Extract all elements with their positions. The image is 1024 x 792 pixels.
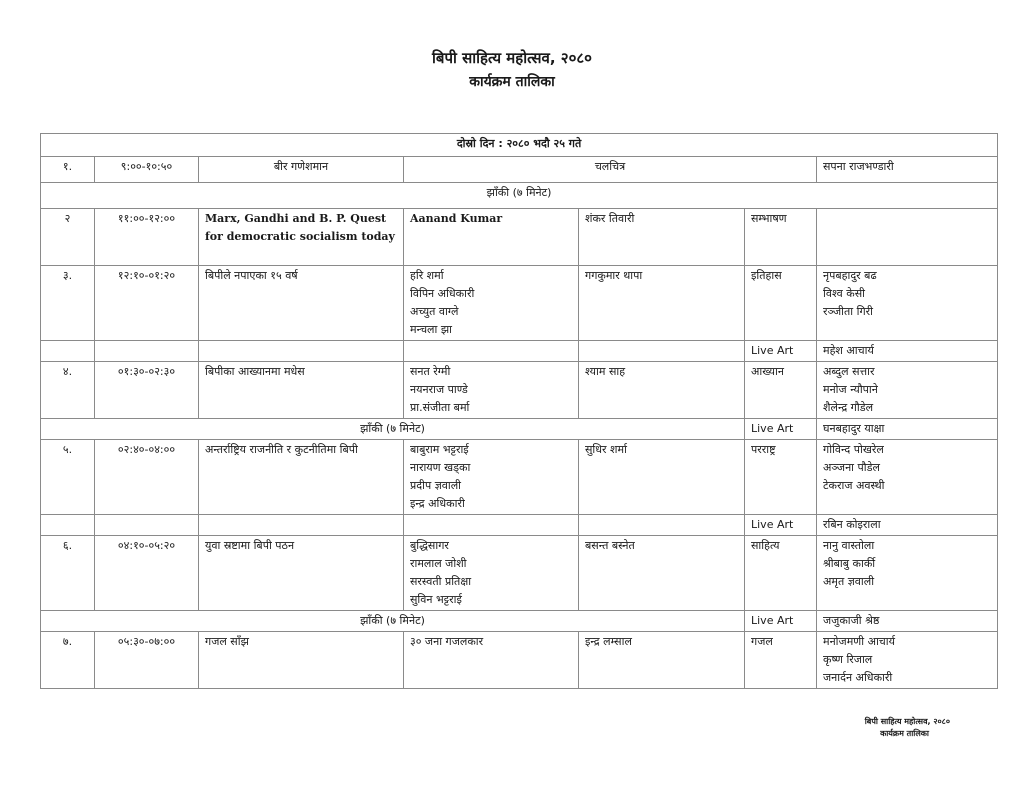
live-art-row xyxy=(41,341,998,362)
speaker: सरस्वती प्रतिक्षा xyxy=(410,575,472,588)
session-type: साहित्य xyxy=(745,536,817,611)
host-cell xyxy=(817,632,998,689)
host-name: नृपबहादुर बढ xyxy=(823,269,877,282)
chair-cell: इन्द्र लम्साल xyxy=(579,632,745,689)
host-name: रञ्जीता गिरी xyxy=(823,305,874,318)
session-type: परराष्ट्र xyxy=(745,440,817,515)
break-row xyxy=(41,183,998,209)
host-cell xyxy=(817,536,998,611)
table-row xyxy=(41,157,998,183)
speakers-cell xyxy=(404,266,579,341)
session-type: सम्भाषण xyxy=(745,209,817,266)
session-title: युवा स्रष्टामा बिपी पठन xyxy=(199,536,404,611)
table-row xyxy=(41,536,998,611)
table-row xyxy=(41,209,998,266)
host-name: श्रीबाबु कार्की xyxy=(823,557,876,570)
chair-cell: श्याम साह xyxy=(579,362,745,419)
session-title: Marx, Gandhi and B. P. Quest for democratic socialism today xyxy=(199,209,404,266)
host-name: विश्व केसी xyxy=(823,287,865,300)
schedule-table xyxy=(40,133,998,689)
time-slot: १२:१०-०१:२० xyxy=(95,266,199,341)
row-number: ३. xyxy=(41,266,95,341)
host-name: अब्दुल सत्तार xyxy=(823,365,875,378)
row-number: ४. xyxy=(41,362,95,419)
session-title: गजल साँझ xyxy=(199,632,404,689)
speaker: नारायण खड्का xyxy=(410,461,471,474)
speakers-cell xyxy=(404,440,579,515)
speaker: विपिन अधिकारी xyxy=(410,287,475,300)
speakers-cell: ३० जना गजलकार xyxy=(404,632,579,689)
speaker: प्रदीप ज्ञवाली xyxy=(410,479,462,492)
footer-subtitle: कार्यक्रम तालिका xyxy=(880,729,929,738)
live-art-row xyxy=(41,515,998,536)
speaker: बाबुराम भट्टराई xyxy=(410,443,469,456)
live-art-label: Live Art xyxy=(745,611,817,632)
speaker: मन्चला झा xyxy=(410,323,453,336)
live-art-label: Live Art xyxy=(745,419,817,440)
speaker: रामलाल जोशी xyxy=(410,557,467,570)
session-type: आख्यान xyxy=(745,362,817,419)
time-slot: ०४:१०-०५:२० xyxy=(95,536,199,611)
host-name: मनोजमणी आचार्य xyxy=(823,635,896,648)
host-cell: घनबहादुर याक्षा xyxy=(817,419,998,440)
speaker: हरि शर्मा xyxy=(410,269,444,282)
time-slot: ०५:३०-०७:०० xyxy=(95,632,199,689)
document-title: बिपी साहित्य महोत्सव, २०८० xyxy=(432,49,592,67)
host-name: गोविन्द पोखरेल xyxy=(823,443,884,456)
live-art-label: Live Art xyxy=(745,515,817,536)
speaker: सुविन भट्टराई xyxy=(410,593,462,606)
footer-title: बिपी साहित्य महोत्सव, २०८० xyxy=(864,717,950,726)
host-cell xyxy=(817,362,998,419)
time-slot: ९:००-१०:५० xyxy=(95,157,199,183)
speakers-cell: Aanand Kumar xyxy=(404,209,579,266)
time-slot: ११:००-१२:०० xyxy=(95,209,199,266)
host-name: अञ्जना पौडेल xyxy=(823,461,880,474)
speaker: प्रा.संजीता बर्मा xyxy=(410,401,470,414)
day-title-row xyxy=(41,134,998,157)
host-cell xyxy=(817,440,998,515)
live-art-label: Live Art xyxy=(745,341,817,362)
host-cell: सपना राजभण्डारी xyxy=(817,157,998,183)
break-label: झाँकी (७ मिनेट) xyxy=(41,611,745,632)
speaker: इन्द्र अधिकारी xyxy=(410,497,465,510)
speaker: नयनराज पाण्डे xyxy=(410,383,468,396)
host-cell: महेश आचार्य xyxy=(817,341,998,362)
time-slot: ०१:३०-०२:३० xyxy=(95,362,199,419)
session-type: चलचित्र xyxy=(404,157,817,183)
break-label: झाँकी (७ मिनेट) xyxy=(41,183,998,209)
session-type: गजल xyxy=(745,632,817,689)
host-cell xyxy=(817,266,998,341)
speaker: सनत रेग्मी xyxy=(410,365,451,378)
host-name: अमृत ज्ञवाली xyxy=(823,575,875,588)
chair-cell: शंकर तिवारी xyxy=(579,209,745,266)
host-name: जनार्दन अधिकारी xyxy=(823,671,893,684)
time-slot: ०२:४०-०४:०० xyxy=(95,440,199,515)
host-name: कृष्ण रिजाल xyxy=(823,653,873,666)
speaker: बुद्धिसागर xyxy=(410,539,449,552)
host-cell: रबिन कोइराला xyxy=(817,515,998,536)
table-row xyxy=(41,632,998,689)
break-row xyxy=(41,419,998,440)
session-title: बिपीका आख्यानमा मधेस xyxy=(199,362,404,419)
table-row xyxy=(41,440,998,515)
row-number: २ xyxy=(41,209,95,266)
row-number: १. xyxy=(41,157,95,183)
row-number: ७. xyxy=(41,632,95,689)
host-name: नानु वास्तोला xyxy=(823,539,875,552)
day-title: दोस्रो दिन : २०८० भदौ २५ गते xyxy=(41,134,998,157)
host-name: मनोज न्यौपाने xyxy=(823,383,878,396)
chair-cell: गगकुमार थापा xyxy=(579,266,745,341)
host-cell xyxy=(817,209,998,266)
session-title: अन्तर्राष्ट्रिय राजनीति र कुटनीतिमा बिपी xyxy=(199,440,404,515)
session-title: बिपीले नपाएका १५ वर्ष xyxy=(199,266,404,341)
document-subtitle: कार्यक्रम तालिका xyxy=(469,74,555,90)
session-title: बीर गणेशमान xyxy=(199,157,404,183)
speaker: अच्युत वाग्ले xyxy=(410,305,459,318)
speakers-cell xyxy=(404,362,579,419)
row-number: ६. xyxy=(41,536,95,611)
break-label: झाँकी (७ मिनेट) xyxy=(41,419,745,440)
table-row xyxy=(41,266,998,341)
chair-cell: सुधिर शर्मा xyxy=(579,440,745,515)
host-name: टेकराज अवस्थी xyxy=(823,479,885,492)
host-name: शैलेन्द्र गौडेल xyxy=(823,401,874,414)
row-number: ५. xyxy=(41,440,95,515)
speakers-cell xyxy=(404,536,579,611)
break-row xyxy=(41,611,998,632)
table-row xyxy=(41,362,998,419)
chair-cell: बसन्त बस्नेत xyxy=(579,536,745,611)
session-type: इतिहास xyxy=(745,266,817,341)
host-cell: जजुकाजी श्रेष्ठ xyxy=(817,611,998,632)
